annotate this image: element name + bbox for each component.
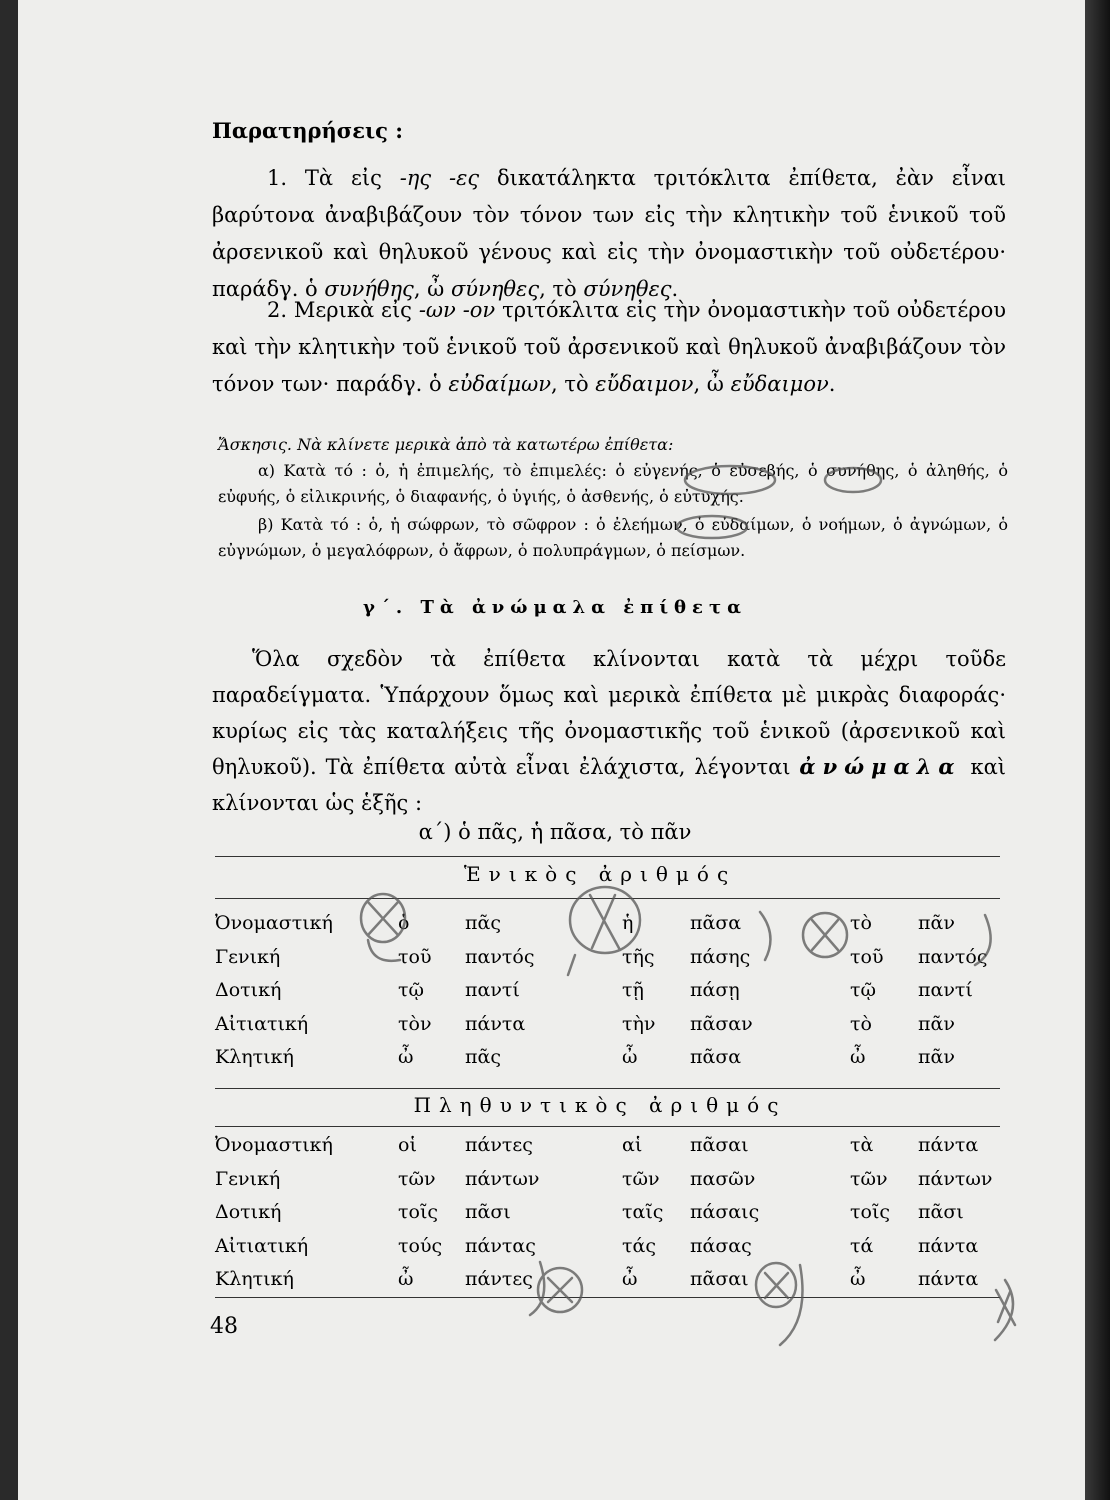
form-cell: πάσῃ bbox=[690, 979, 740, 1001]
article-cell: ὦ bbox=[622, 1046, 638, 1068]
case-label: Αἰτιατική bbox=[215, 1235, 309, 1257]
article-cell: τὸ bbox=[850, 1013, 872, 1035]
article-cell: αἱ bbox=[622, 1134, 643, 1156]
article-cell: τούς bbox=[398, 1235, 443, 1257]
form-cell: πάσαις bbox=[690, 1201, 760, 1223]
article-cell: τοῦ bbox=[850, 946, 884, 968]
form-cell: πᾶν bbox=[918, 1013, 955, 1035]
article-cell: τῶν bbox=[398, 1168, 436, 1190]
form-cell: πᾶσι bbox=[918, 1201, 964, 1223]
table-rule bbox=[215, 856, 1000, 857]
table-rule bbox=[215, 1088, 1000, 1089]
case-label: Γενική bbox=[215, 946, 281, 968]
article-cell: τῷ bbox=[850, 979, 877, 1001]
plural-title: Πληθυντικὸς ἀριθμός bbox=[413, 1093, 787, 1117]
article-cell: τά bbox=[850, 1235, 874, 1257]
article-cell: ταῖς bbox=[622, 1201, 664, 1223]
case-label: Δοτική bbox=[215, 979, 282, 1001]
form-cell: πᾶσαι bbox=[690, 1134, 749, 1156]
article-cell: ὦ bbox=[398, 1046, 414, 1068]
form-cell: πασῶν bbox=[690, 1168, 756, 1190]
article-cell: ὦ bbox=[850, 1268, 866, 1290]
form-cell: πᾶς bbox=[465, 912, 501, 934]
article-cell: τοῦ bbox=[398, 946, 432, 968]
form-cell: πάντων bbox=[465, 1168, 540, 1190]
case-label: Γενική bbox=[215, 1168, 281, 1190]
article-cell: τῶν bbox=[850, 1168, 888, 1190]
article-cell: τοῖς bbox=[850, 1201, 891, 1223]
form-cell: πᾶς bbox=[465, 1046, 501, 1068]
remarks-heading: Παρατηρήσεις : bbox=[212, 118, 404, 143]
article-cell: τῆς bbox=[622, 946, 655, 968]
case-label: Ὀνομαστική bbox=[215, 1134, 333, 1156]
article-cell: τοῖς bbox=[398, 1201, 439, 1223]
article-cell: τάς bbox=[622, 1235, 656, 1257]
table-rule bbox=[215, 1297, 1000, 1298]
case-label: Αἰτιατική bbox=[215, 1013, 309, 1035]
form-cell: πᾶν bbox=[918, 1046, 955, 1068]
exercise-a: α) Κατὰ τό : ὁ, ἡ ἐπιμελής, τὸ ἐπιμελές: ὁ εὐγενής, ὁ εὐσεβής, ὁ συνήθης, ὁ ἀληθής, ὁ εὐφυής, ὁ εἰλικρινής, ὁ διαφανής, ὁ ὑγιής, ὁ ἀσθενής, ὁ εὐτυχής. bbox=[218, 461, 1008, 506]
case-label: Κλητική bbox=[215, 1046, 294, 1068]
form-cell: πάντες bbox=[465, 1134, 533, 1156]
form-cell: παντός bbox=[918, 946, 988, 968]
article-cell: ἡ bbox=[622, 912, 634, 934]
exercise-b: β) Κατὰ τό : ὁ, ἡ σώφρων, τὸ σῶφρον : ὁ ἐλεήμων, ὁ εὐδαίμων, ὁ νοήμων, ὁ ἀγνώμων, ὁ εὐγνώμων, ὁ μεγαλόφρων, ὁ ἄφρων, ὁ πολυπράγμων, ὁ πείσμων. bbox=[218, 515, 1008, 560]
article-cell: τῷ bbox=[398, 979, 425, 1001]
book-spine bbox=[1085, 0, 1110, 1500]
form-cell: πᾶσι bbox=[465, 1201, 511, 1223]
section-title: γ΄. Τὰ ἀνώμαλα ἐπίθετα bbox=[363, 597, 747, 618]
article-cell: ὦ bbox=[850, 1046, 866, 1068]
article-cell: τὴν bbox=[622, 1013, 656, 1035]
exercise-title: Ἄσκησις. Νὰ κλίνετε μερικὰ ἀπὸ τὰ κατωτέρω ἐπίθετα: bbox=[218, 435, 674, 454]
case-label: Ὀνομαστική bbox=[215, 912, 333, 934]
page-number: 48 bbox=[210, 1314, 238, 1339]
article-cell: τὰ bbox=[850, 1134, 874, 1156]
case-label: Δοτική bbox=[215, 1201, 282, 1223]
form-cell: παντός bbox=[465, 946, 535, 968]
article-cell: τὸν bbox=[398, 1013, 432, 1035]
form-cell: πάντες bbox=[465, 1268, 533, 1290]
form-cell: πάντων bbox=[918, 1168, 993, 1190]
form-cell: πάσης bbox=[690, 946, 751, 968]
case-label: Κλητική bbox=[215, 1268, 294, 1290]
form-cell: πάσας bbox=[690, 1235, 752, 1257]
remark-2-paragraph: 2. Μερικὰ εἰς -ων -ον τριτόκλιτα εἰς τὴν ὀνομαστικὴν τοῦ οὐδετέρου καὶ τὴν κλητικὴν τοῦ ἑνικοῦ τοῦ ἀρσενικοῦ καὶ θηλυκοῦ ἀναβιβάζουν τὸν τόνον των· παράδγ. ὁ εὐδαίμων, τὸ εὔδαιμον, ὦ εὔδαιμον. bbox=[212, 298, 1006, 396]
article-cell: τὸ bbox=[850, 912, 872, 934]
singular-title: Ἑνικὸς ἀριθμός bbox=[463, 862, 737, 886]
form-cell: πάντα bbox=[918, 1268, 979, 1290]
anomalous-intro-paragraph: Ὅλα σχεδὸν τὰ ἐπίθετα κλίνονται κατὰ τὰ μέχρι τοῦδε παραδείγματα. Ὑπάρχουν ὅμως καὶ μερικὰ ἐπίθετα μὲ μικρὰς διαφοράς· κυρίως εἰς τὰς καταλήξεις τῆς ὀνομαστικῆς τοῦ ἑνικοῦ (ἀρσενικοῦ καὶ θηλυκοῦ). Τὰ ἐπίθετα αὐτὰ εἶναι ἐλάχιστα, λέγονται ἀνώμαλα καὶ κλίνονται ὡς ἑξῆς : bbox=[212, 647, 1006, 815]
form-cell: πᾶσαν bbox=[690, 1013, 753, 1035]
table-subtitle: α΄) ὁ πᾶς, ἡ πᾶσα, τὸ πᾶν bbox=[418, 820, 692, 844]
form-cell: πάντα bbox=[465, 1013, 526, 1035]
form-cell: πᾶσαι bbox=[690, 1268, 749, 1290]
form-cell: πᾶσα bbox=[690, 912, 742, 934]
form-cell: παντί bbox=[918, 979, 973, 1001]
article-cell: τῶν bbox=[622, 1168, 660, 1190]
article-cell: ὁ bbox=[398, 912, 410, 934]
form-cell: πάντα bbox=[918, 1235, 979, 1257]
form-cell: παντί bbox=[465, 979, 520, 1001]
table-rule bbox=[215, 898, 1000, 899]
form-cell: πᾶσα bbox=[690, 1046, 742, 1068]
article-cell: ὦ bbox=[398, 1268, 414, 1290]
form-cell: πάντα bbox=[918, 1134, 979, 1156]
table-rule bbox=[215, 1126, 1000, 1127]
form-cell: πάντας bbox=[465, 1235, 536, 1257]
article-cell: οἱ bbox=[398, 1134, 417, 1156]
article-cell: ὦ bbox=[622, 1268, 638, 1290]
article-cell: τῇ bbox=[622, 979, 644, 1001]
remark-1-paragraph: 1. Τὰ εἰς -ης -ες δικατάληκτα τριτόκλιτα ἐπίθετα, ἐὰν εἶναι βαρύτονα ἀναβιβάζουν τὸν τόνον των εἰς τὴν κλητικὴν τοῦ ἑνικοῦ τοῦ ἀρσενικοῦ καὶ θηλυκοῦ γένους καὶ εἰς τὴν ὀνομαστικὴν τοῦ οὐδετέρου· παράδγ. ὁ συνήθης, ὦ σύνηθες, τὸ σύνηθες. bbox=[212, 166, 1006, 301]
form-cell: πᾶν bbox=[918, 912, 955, 934]
